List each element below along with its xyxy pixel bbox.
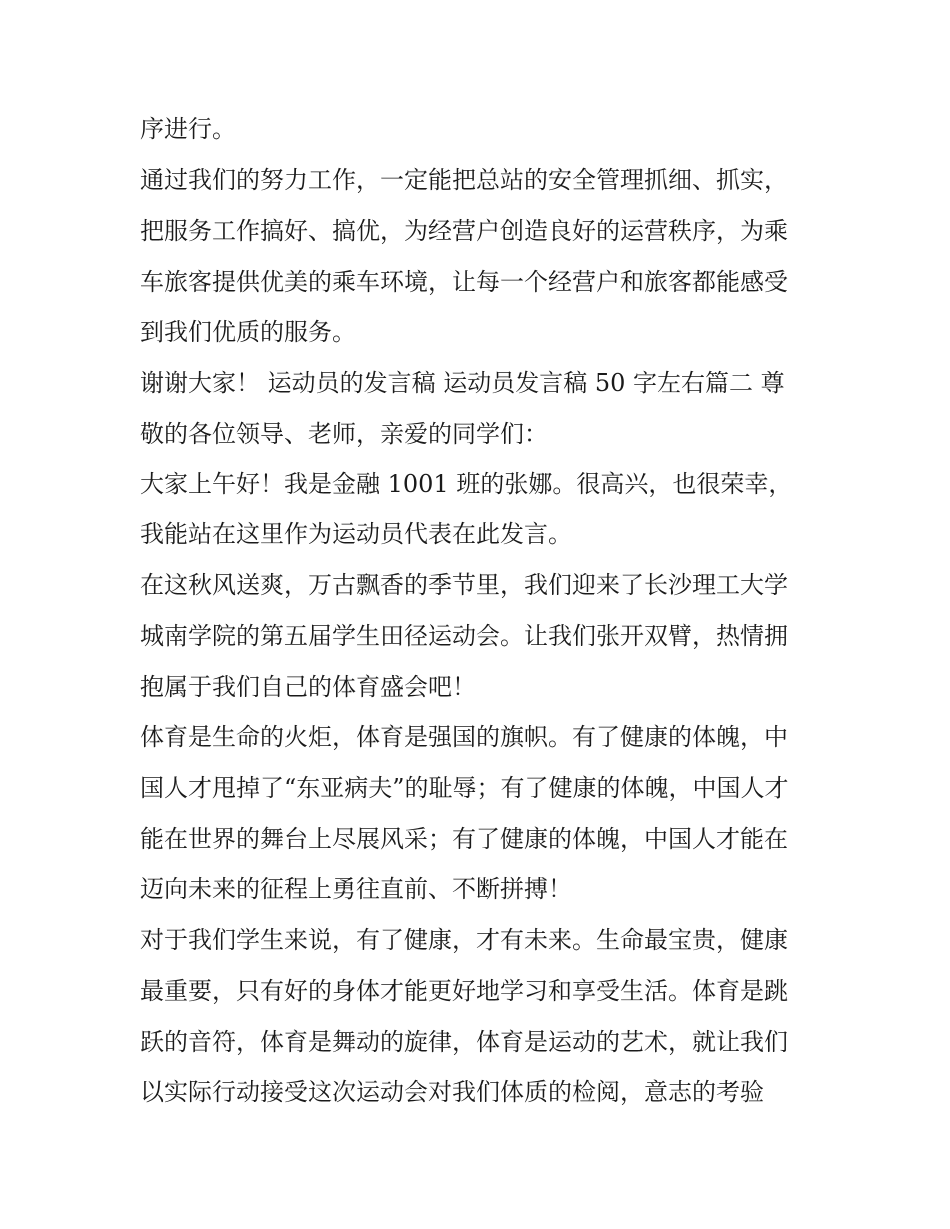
text-line: 最重要，只有好的身体才能更好地学习和享受生活。体育是跳 xyxy=(140,977,788,1005)
text-line: 通过我们的努力工作，一定能把总站的安全管理抓细、抓实， xyxy=(140,166,788,194)
text-line: 以实际行动接受这次运动会对我们体质的检阅，意志的考验 xyxy=(140,1078,764,1106)
text-line: 谢谢大家！ 运动员的发言稿 运动员发言稿 50 字左右篇二 尊 xyxy=(140,369,785,397)
text-line: 序进行。 xyxy=(140,115,236,143)
text-line: 跃的音符，体育是舞动的旋律，体育是运动的艺术，就让我们 xyxy=(140,1028,788,1056)
text-line: 在这秋风送爽，万古飘香的季节里，我们迎来了长沙理工大学 xyxy=(140,571,788,599)
text-line: 体育是生命的火炬，体育是强国的旗帜。有了健康的体魄，中 xyxy=(140,723,788,751)
text-line: 到我们优质的服务。 xyxy=(140,318,356,346)
text-line: 抱属于我们自己的体育盛会吧！ xyxy=(140,673,476,701)
text-line: 迈向未来的征程上勇往直前、不断拼搏！ xyxy=(140,875,572,903)
text-line: 敬的各位领导、老师，亲爱的同学们： xyxy=(140,420,548,448)
text-line: 我能站在这里作为运动员代表在此发言。 xyxy=(140,520,572,548)
text-line: 能在世界的舞台上尽展风采；有了健康的体魄，中国人才能在 xyxy=(140,825,788,853)
text-line: 城南学院的第五届学生田径运动会。让我们张开双臂，热情拥 xyxy=(140,622,788,650)
text-line: 对于我们学生来说，有了健康，才有未来。生命最宝贵，健康 xyxy=(140,926,788,954)
text-line: 国人才甩掉了“东亚病夫”的耻辱；有了健康的体魄，中国人才 xyxy=(140,774,789,802)
text-line: 车旅客提供优美的乘车环境，让每一个经营户和旅客都能感受 xyxy=(140,268,788,296)
text-line: 把服务工作搞好、搞优，为经营户创造良好的运营秩序，为乘 xyxy=(140,217,788,245)
text-line: 大家上午好！我是金融 1001 班的张娜。很高兴，也很荣幸， xyxy=(140,470,793,498)
